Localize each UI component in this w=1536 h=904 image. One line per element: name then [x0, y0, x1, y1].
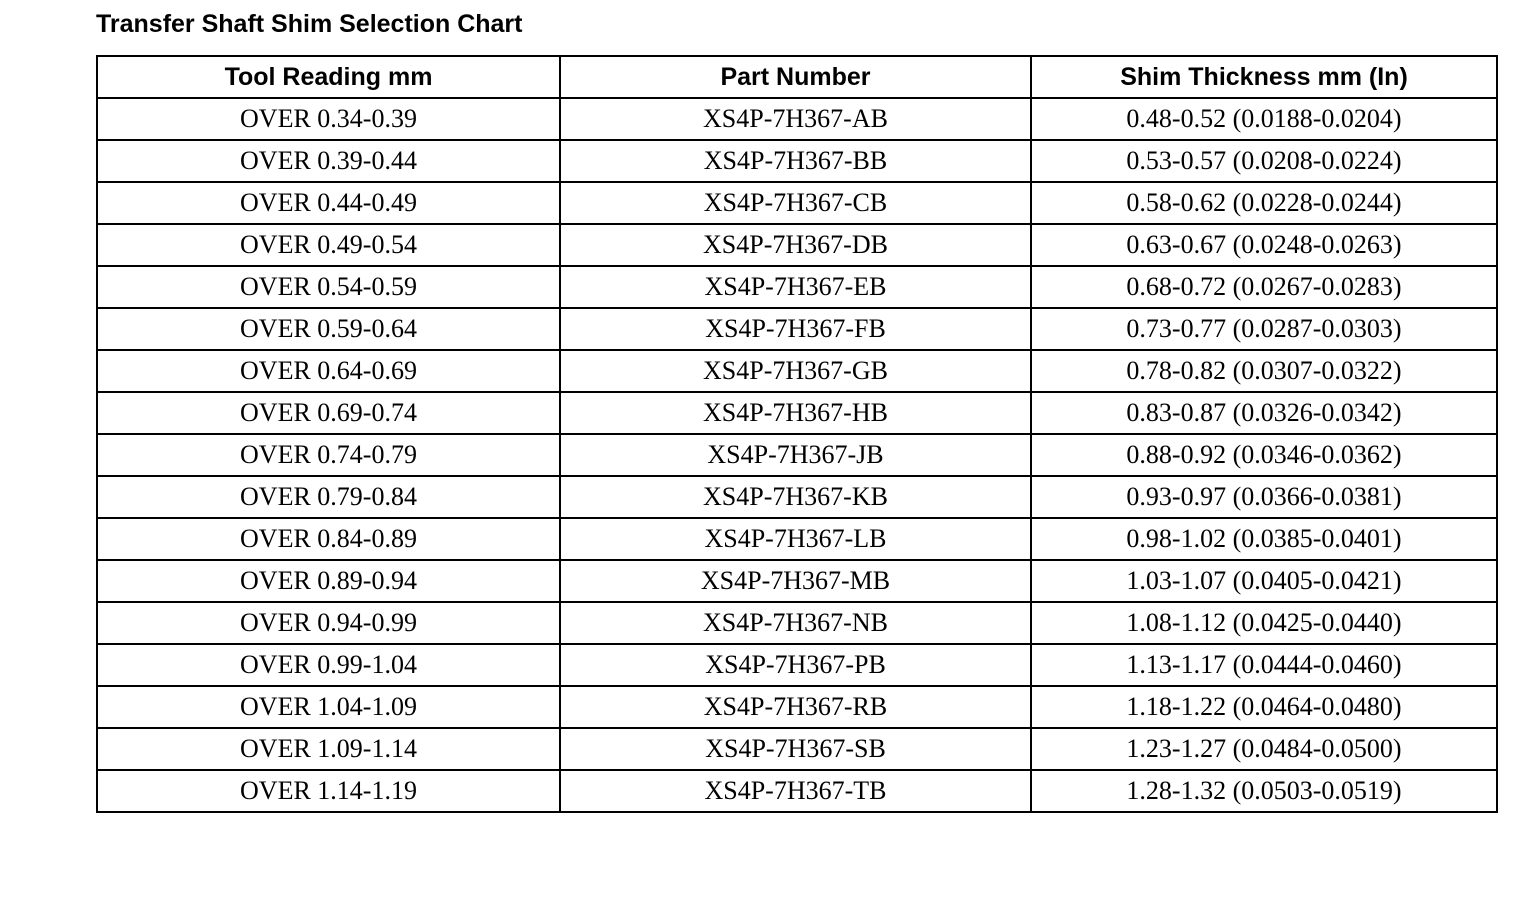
part-number-cell: XS4P-7H367-BB: [560, 140, 1031, 182]
table-row: [97, 392, 1497, 434]
tool-reading-cell: OVER 0.59-0.64: [97, 308, 560, 350]
tool-reading-cell: OVER 0.84-0.89: [97, 518, 560, 560]
part-number-cell: XS4P-7H367-AB: [560, 98, 1031, 140]
tool-reading-cell: OVER 0.34-0.39: [97, 98, 560, 140]
tool-reading-cell: OVER 0.79-0.84: [97, 476, 560, 518]
tool-reading-cell: OVER 1.14-1.19: [97, 770, 560, 812]
table-row: [97, 686, 1497, 728]
table-row: [97, 518, 1497, 560]
table-row: [97, 602, 1497, 644]
shim-thickness-cell: 0.88-0.92 (0.0346-0.0362): [1031, 434, 1497, 476]
tool-reading-cell: OVER 0.94-0.99: [97, 602, 560, 644]
shim-thickness-cell: 0.48-0.52 (0.0188-0.0204): [1031, 98, 1497, 140]
table-row: [97, 350, 1497, 392]
header-tool-reading: Tool Reading mm: [97, 56, 560, 98]
part-number-cell: XS4P-7H367-FB: [560, 308, 1031, 350]
part-number-cell: XS4P-7H367-LB: [560, 518, 1031, 560]
table-row: [97, 434, 1497, 476]
table-row: [97, 728, 1497, 770]
table-body: [97, 98, 1497, 812]
shim-thickness-cell: 0.73-0.77 (0.0287-0.0303): [1031, 308, 1497, 350]
tool-reading-cell: OVER 0.39-0.44: [97, 140, 560, 182]
shim-thickness-cell: 0.68-0.72 (0.0267-0.0283): [1031, 266, 1497, 308]
tool-reading-cell: OVER 0.44-0.49: [97, 182, 560, 224]
shim-thickness-cell: 1.08-1.12 (0.0425-0.0440): [1031, 602, 1497, 644]
table-header-row: [97, 56, 1497, 98]
part-number-cell: XS4P-7H367-MB: [560, 560, 1031, 602]
shim-thickness-cell: 0.93-0.97 (0.0366-0.0381): [1031, 476, 1497, 518]
part-number-cell: XS4P-7H367-JB: [560, 434, 1031, 476]
tool-reading-cell: OVER 0.64-0.69: [97, 350, 560, 392]
table-row: [97, 770, 1497, 812]
table-row: [97, 182, 1497, 224]
part-number-cell: XS4P-7H367-GB: [560, 350, 1031, 392]
tool-reading-cell: OVER 0.74-0.79: [97, 434, 560, 476]
part-number-cell: XS4P-7H367-NB: [560, 602, 1031, 644]
shim-thickness-cell: 0.98-1.02 (0.0385-0.0401): [1031, 518, 1497, 560]
shim-thickness-cell: 1.18-1.22 (0.0464-0.0480): [1031, 686, 1497, 728]
part-number-cell: XS4P-7H367-CB: [560, 182, 1031, 224]
table-row: [97, 224, 1497, 266]
tool-reading-cell: OVER 0.89-0.94: [97, 560, 560, 602]
part-number-cell: XS4P-7H367-DB: [560, 224, 1031, 266]
part-number-cell: XS4P-7H367-TB: [560, 770, 1031, 812]
tool-reading-cell: OVER 0.49-0.54: [97, 224, 560, 266]
table-row: [97, 266, 1497, 308]
shim-thickness-cell: 1.28-1.32 (0.0503-0.0519): [1031, 770, 1497, 812]
part-number-cell: XS4P-7H367-RB: [560, 686, 1031, 728]
shim-thickness-cell: 0.53-0.57 (0.0208-0.0224): [1031, 140, 1497, 182]
header-part-number: Part Number: [560, 56, 1031, 98]
table-row: [97, 560, 1497, 602]
shim-selection-table: [96, 55, 1498, 813]
shim-thickness-cell: 1.23-1.27 (0.0484-0.0500): [1031, 728, 1497, 770]
table-row: [97, 98, 1497, 140]
table-row: [97, 644, 1497, 686]
chart-title: Transfer Shaft Shim Selection Chart: [96, 10, 523, 38]
table-row: [97, 476, 1497, 518]
part-number-cell: XS4P-7H367-KB: [560, 476, 1031, 518]
shim-thickness-cell: 1.13-1.17 (0.0444-0.0460): [1031, 644, 1497, 686]
tool-reading-cell: OVER 0.54-0.59: [97, 266, 560, 308]
part-number-cell: XS4P-7H367-PB: [560, 644, 1031, 686]
shim-thickness-cell: 0.83-0.87 (0.0326-0.0342): [1031, 392, 1497, 434]
tool-reading-cell: OVER 0.69-0.74: [97, 392, 560, 434]
shim-thickness-cell: 1.03-1.07 (0.0405-0.0421): [1031, 560, 1497, 602]
tool-reading-cell: OVER 1.04-1.09: [97, 686, 560, 728]
header-shim-thickness: Shim Thickness mm (In): [1031, 56, 1497, 98]
shim-thickness-cell: 0.58-0.62 (0.0228-0.0244): [1031, 182, 1497, 224]
shim-thickness-cell: 0.63-0.67 (0.0248-0.0263): [1031, 224, 1497, 266]
part-number-cell: XS4P-7H367-SB: [560, 728, 1031, 770]
shim-thickness-cell: 0.78-0.82 (0.0307-0.0322): [1031, 350, 1497, 392]
tool-reading-cell: OVER 1.09-1.14: [97, 728, 560, 770]
table-row: [97, 140, 1497, 182]
part-number-cell: XS4P-7H367-EB: [560, 266, 1031, 308]
part-number-cell: XS4P-7H367-HB: [560, 392, 1031, 434]
tool-reading-cell: OVER 0.99-1.04: [97, 644, 560, 686]
table-row: [97, 308, 1497, 350]
